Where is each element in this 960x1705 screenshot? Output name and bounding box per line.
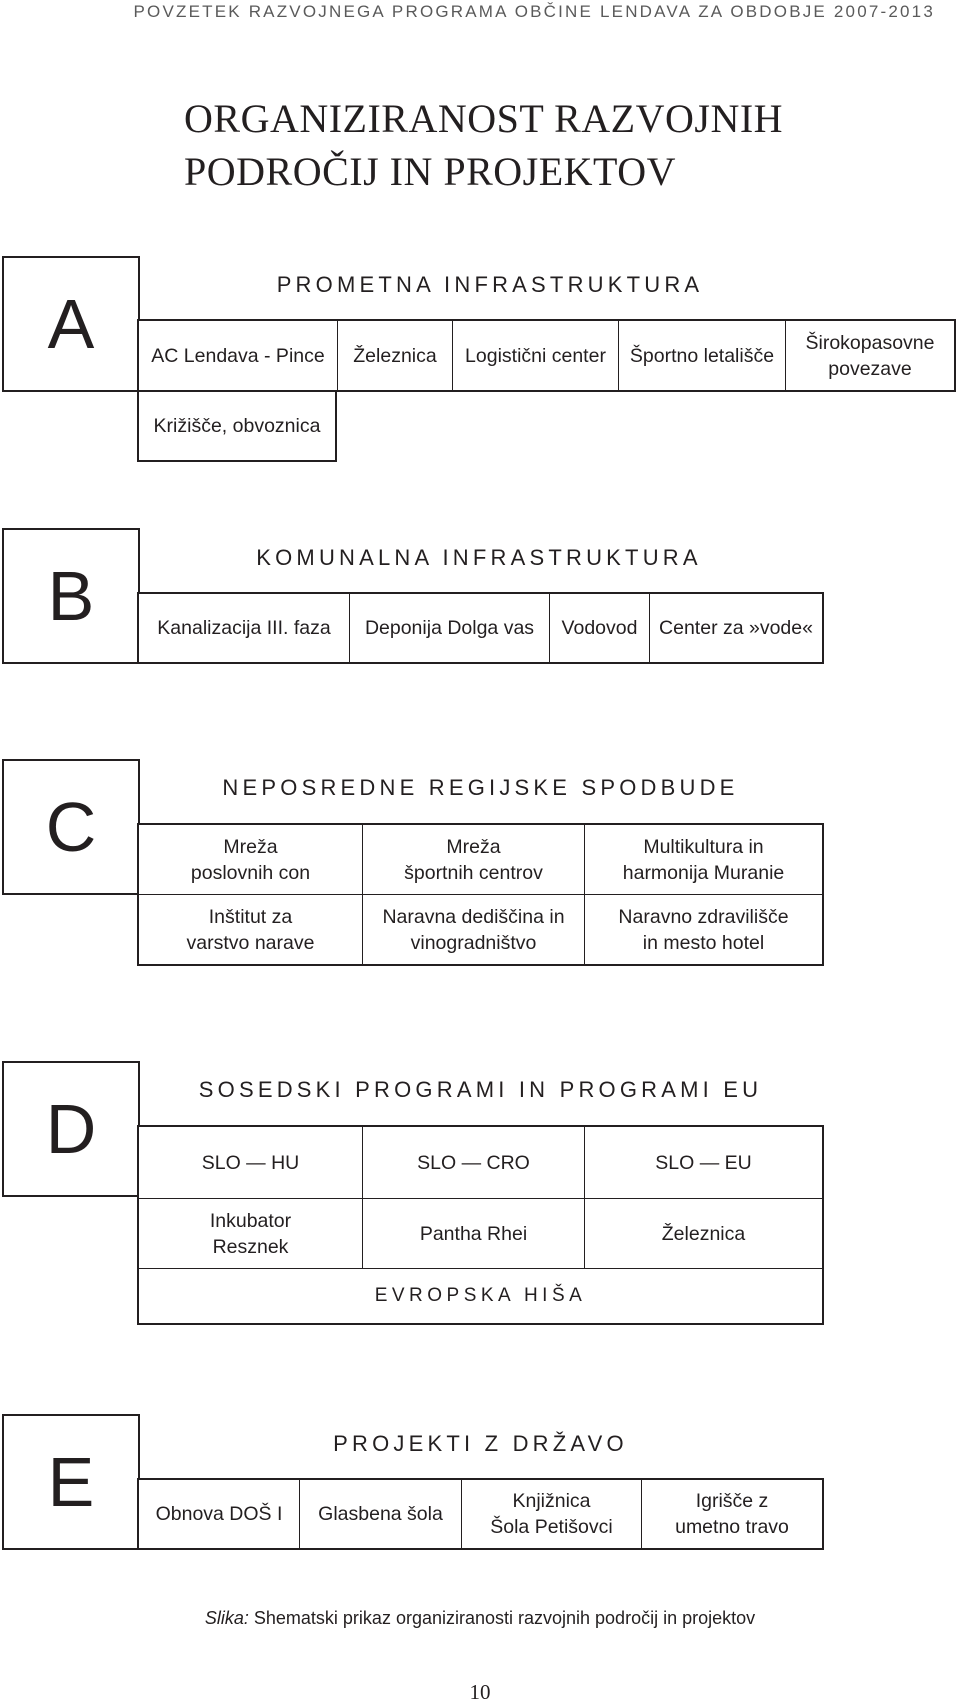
section-c-item: Mreža poslovnih con [139,825,363,895]
section-d-item: Inkubator Resznek [139,1199,363,1269]
section-e-row-1 [137,1478,824,1550]
section-e-item: Obnova DOŠ I [155,1503,283,1525]
section-d-grid [137,1125,824,1325]
section-a-item: Logistični center [452,321,618,390]
section-d-item: Železnica [585,1199,822,1269]
section-c-grid [137,823,824,966]
section-d-letter: D [2,1061,140,1197]
section-c-item: Naravna dediščina in vinogradništvo [363,895,585,964]
section-a-letter: A [2,256,140,392]
section-e-item: Knjižnica Šola Petišovci [461,1480,641,1548]
section-c-item: Multikultura in harmonija Muranie [585,825,822,895]
section-c-title: NEPOSREDNE REGIJSKE SPODBUDE [222,775,739,800]
figure-caption [0,1608,960,1629]
section-b-item: Vodovod [549,594,649,662]
page-title [184,92,783,198]
page-number: 10 [469,1680,491,1704]
section-b-letter: B [2,528,140,664]
page-title-line-1: ORGANIZIRANOST RAZVOJNIH [184,96,784,141]
section-c-letter: C [2,759,140,895]
section-b-row-1 [137,592,824,664]
section-a-row-2 [137,390,337,462]
section-b-item: Center za »vode« [649,594,822,662]
section-b-item: Deponija Dolga vas [349,594,549,662]
section-b-item: Kanalizacija III. faza [157,617,331,639]
section-a-item: AC Lendava - Pince [151,344,325,367]
section-e-letter: E [2,1414,140,1550]
caption-text: Shematski prikaz organiziranosti razvojnih področij in projektov [248,1608,756,1628]
section-d-item: SLO — CRO [363,1127,585,1199]
section-d-item: SLO — EU [585,1127,822,1199]
section-a-row-1 [137,319,956,392]
section-a-item: Športno letališče [618,321,785,390]
section-e-title: PROJEKTI Z DRŽAVO [333,1431,628,1456]
section-a-item: Železnica [337,321,452,390]
section-a-title: PROMETNA INFRASTRUKTURA [276,272,704,297]
page-title-line-2: PODROČIJ IN PROJEKTOV [184,149,677,194]
section-c-item: Inštitut za varstvo narave [139,895,363,964]
section-c-item: Mreža športnih centrov [363,825,585,895]
caption-label: Slika: [204,1608,249,1628]
section-b-title: KOMUNALNA INFRASTRUKTURA [256,545,702,570]
section-a-item: Širokopasovne povezave [785,321,954,390]
section-d-item: SLO — HU [139,1127,363,1199]
section-d-title: SOSEDSKI PROGRAMI IN PROGRAMI EU [198,1077,763,1102]
section-e-item: Glasbena šola [299,1480,461,1548]
section-d-item: Pantha Rhei [363,1199,585,1269]
section-a-item: Križišče, obvoznica [153,415,321,437]
section-c-item: Naravno zdravilišče in mesto hotel [618,905,789,954]
section-e-item: Igrišče z umetno travo [641,1480,822,1548]
section-d-footer: EVROPSKA HIŠA [374,1285,587,1306]
running-header: POVZETEK RAZVOJNEGA PROGRAMA OBČINE LENDAVA ZA OBDOBJE 2007-2013 [133,2,935,21]
